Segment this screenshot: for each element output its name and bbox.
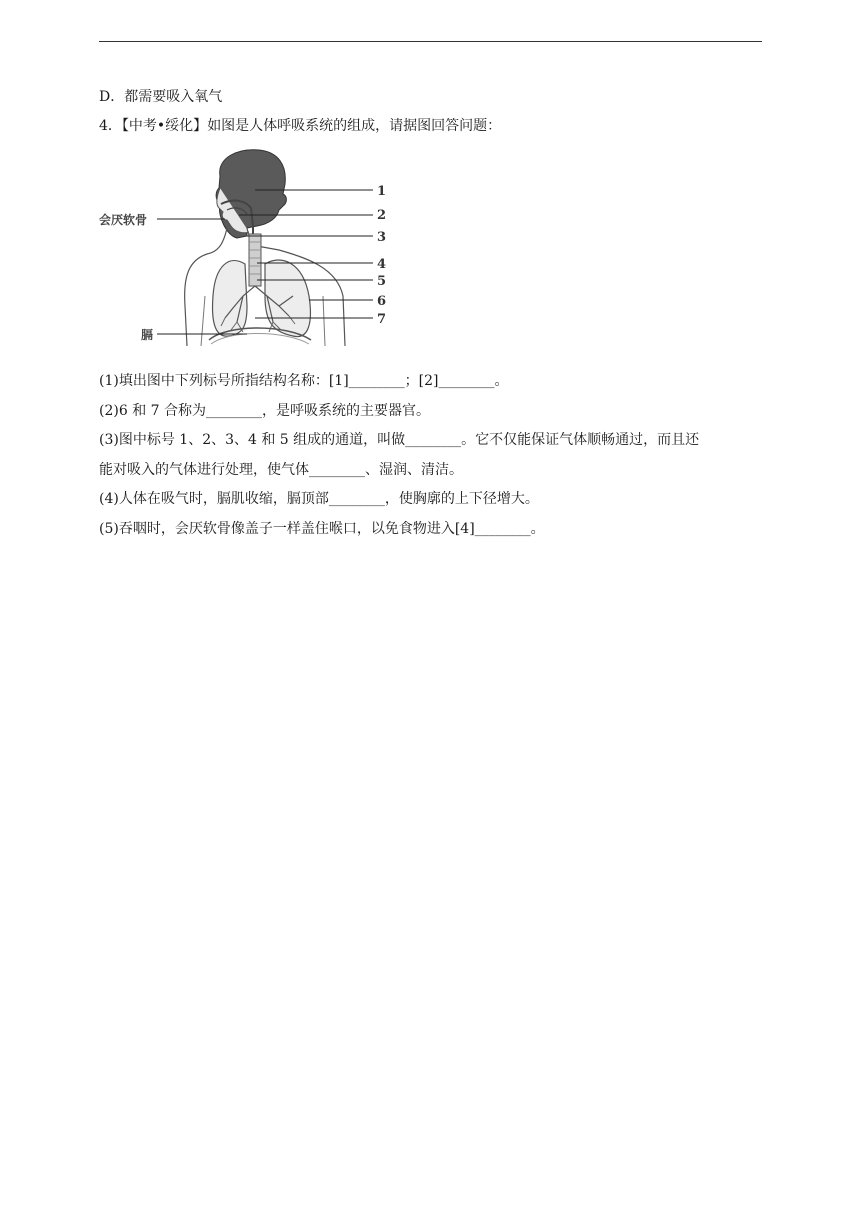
option-d: D．都需要吸入氧气 <box>99 89 223 105</box>
header-rule <box>99 41 762 42</box>
sub-question-3-line-1: (3)图中标号 1、2、3、4 和 5 组成的通道，叫做________。它不仅能保证气体顺畅通过，而且还 <box>99 432 700 448</box>
label-6: 6 <box>377 294 387 309</box>
sub-question-3-line-2: 能对吸入的气体进行处理，使气体________、湿润、清洁。 <box>99 462 463 478</box>
question-number: 4． <box>99 118 122 134</box>
sub-question-2: (2)6 和 7 合称为________，是呼吸系统的主要器官。 <box>99 403 430 419</box>
head-silhouette <box>216 150 286 238</box>
label-4: 4 <box>377 257 387 272</box>
sub-question-5: (5)吞咽时，会厌软骨像盖子一样盖住喉口，以免食物进入[4]________。 <box>99 521 545 537</box>
question-4-title <box>99 117 501 135</box>
label-2: 2 <box>377 208 387 223</box>
label-3: 3 <box>377 230 387 245</box>
label-diaphragm: 膈 <box>141 328 154 342</box>
respiratory-system-diagram <box>97 146 397 356</box>
label-epiglottis: 会厌软骨 <box>99 213 148 227</box>
question-stem: 如图是人体呼吸系统的组成，请据图回答问题： <box>207 118 502 134</box>
label-7: 7 <box>377 312 387 327</box>
label-1: 1 <box>377 184 387 199</box>
left-lung <box>213 261 247 337</box>
sub-question-4: (4)人体在吸气时，膈肌收缩，膈顶部________，使胸廓的上下径增大。 <box>99 491 539 507</box>
question-source: 【中考•绥化】 <box>121 118 208 134</box>
label-5: 5 <box>377 274 387 289</box>
sub-question-1: (1)填出图中下列标号所指结构名称：[1]________；[2]________。 <box>99 373 509 389</box>
